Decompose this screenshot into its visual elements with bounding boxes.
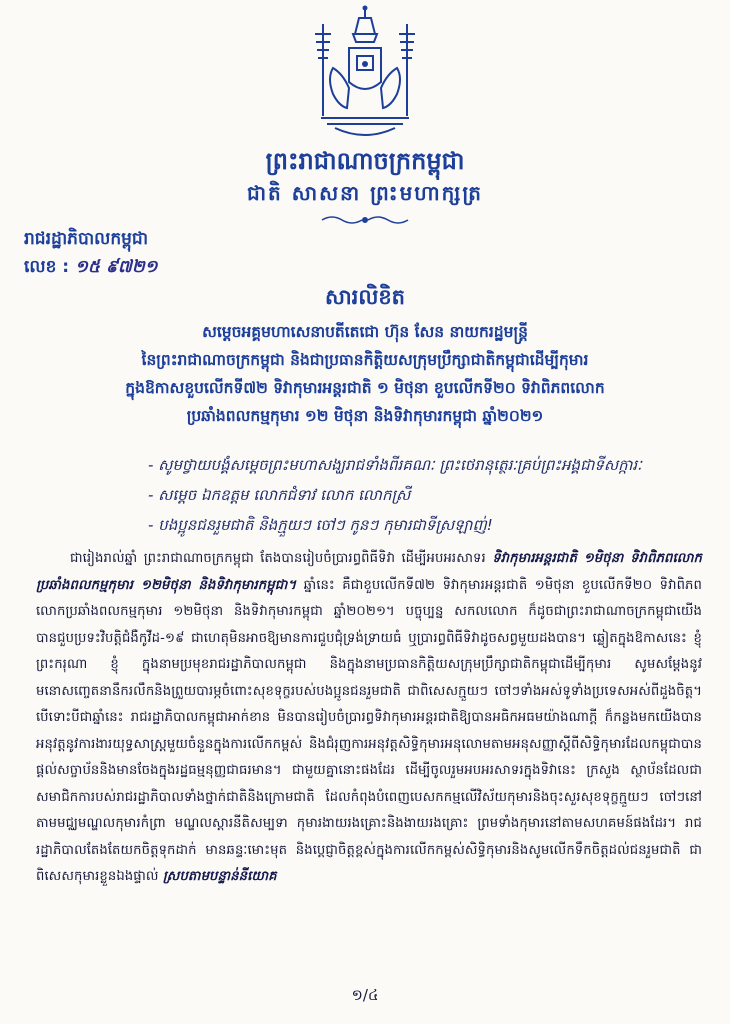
reference-number: ១៥ ៩៧២១ [75,257,158,277]
reference-label: លេខ : [24,257,70,277]
subtitle-line: ក្នុងឱកាសខួបលើកទី៧២ ទិវាកុមារអន្តរជាតិ ១ មិថុនា ខួបលើកទី២០ ទិវាពិភពលោក [125,379,605,397]
national-motto: ជាតិ សាសនា ព្រះមហាក្សត្រ [247,181,483,205]
emphasized-text: ទិវាកុមារអន្តរជាតិ ១មិថុនា ទិវាពិភពលោកប្រឆាំងពលកម្មកុមារ ១២មិថុនា និងទិវាកុមារកម្ពុជា។ [36,551,703,593]
body-text: ឆ្នាំនេះ គឺជាខួបលើកទី៧២ ទិវាកុមារអន្តរជាតិ ១មិថុនា ខួបលើកទី២០ ទិវាពិភពលោកប្រឆាំងពលកម្មកុមារ ១២មិថុនា និងទិវាកុមារកម្ពុជា ឆ្នាំ២០២១។ បច្ចុប្បន្ន សកលលោក ក៏ដូចជាព្រះរាជាណាចក្រកម្ពុជាយើង បានជួបប្រទះវិបត្តិជំងឺកូវីដ-១៩ ជាហេតុមិនអាចឱ្យមានការជួបជុំទ្រង់ទ្រាយធំ ឬប្រារព្ធពិធីទិវាដូចសព្វមួយដងបាន។ ឆ្លៀតក្នុងឱកាសនេះ ខ្ញុំព្រះករុណា ខ្ញុំ ក្នុងនាមប្រមុខរាជរដ្ឋាភិបាលកម្ពុជា និងក្នុងនាមប្រធានកិត្តិយសក្រុមប្រឹក្សាជាតិកម្ពុជាដើម្បីកុមារ សូមសម្តែងនូវមនោសញ្ចេតនានឹករលឹកនិងព្រួយបារម្ភចំពោះសុខទុក្ខរបស់បងប្អូនជនរួមជាតិ ជាពិសេសក្មួយៗ ចៅៗទាំងអស់ទូទាំងប្រទេសអស់ពីដួងចិត្ត។ បើទោះបីជាឆ្នាំនេះ រាជរដ្ឋាភិបាលកម្ពុជាអាក់ខាន មិនបានរៀបចំប្រារព្ធទិវាកុមារអន្តរជាតិឱ្យបានអធិកអធមយ៉ាងណាក្តី ក៏កន្លងមកយើងបានអនុវត្តនូវការងារយុទ្ធសាស្ត្រមួយចំនួនក្នុងការលើកកម្ពស់ និងជំរុញការអនុវត្តសិទ្ធិកុមារអនុលោមតាមអនុសញ្ញាស្តីពីសិទ្ធិកុមារដែលកម្ពុជាបានផ្តល់សច្ចាប័ននិងមានចែងក្នុងរដ្ឋធម្មនុញ្ញជាធរមាន។ ជាមួយគ្នានោះផងដែរ ដើម្បីចូលរួមអបអរសាទរក្នុងទិវានេះ ក្រសួង ស្ថាប័នដែលជាសមាជិកការបស់រាជរដ្ឋាភិបាលទាំងថ្នាក់ជាតិនិងក្រោមជាតិ ដែលកំពុងបំពេញបេសកកម្មលើវិស័យកុមារនិងចុះសួរសុខទុក្ខក្មួយៗ ចៅៗនៅតាមមជ្ឈមណ្ឌលកុមារកំព្រា មណ្ឌលស្តារនីតិសម្បទា កុមារងាយរងគ្រោះនិងងាយរងគ្រោះ ព្រមទាំងកុមារនៅតាមសហគមន៍ផងដែរ។ រាជរដ្ឋាភិបាលតែងតែយកចិត្តទុកដាក់ មានឆន្ទៈមោះមុត និងប្តេជ្ញាចិត្តខ្ពស់ក្នុងការលើកកម្ពស់សិទ្ធិកុមារនិងសូមលើកទឹកចិត្តដល់ជនរួមជាតិ ជាពិសេសកុមារខ្លួនឯងផ្ទាល់ [36,577,702,884]
greeting-line: - សម្តេច ឯកឧត្តម លោកជំទាវ លោក លោកស្រី [148,486,411,504]
page-number: ១/៤ [351,986,379,1004]
body-paragraph [36,546,702,891]
royal-coat-of-arms-icon [305,4,425,144]
emphasized-text: ស្របតាមបន្ទាន់នីយោគ [162,869,277,884]
document-title: សារលិខិត [325,285,405,309]
body-text: ជារៀងរាល់ឆ្នាំ ព្រះរាជាណាចក្រកម្ពុជា តែងបានរៀបចំប្រារព្ធពិធីទិវា ដើម្បីអបអរសាទរ [70,551,493,566]
greeting-line: - សូមថ្វាយបង្គំសម្តេចព្រះមហាសង្ឃរាជទាំងពីរគណៈ ព្រះថេរានុត្ថេរៈគ្រប់ព្រះអង្គជាទីសក្ការៈ [148,456,642,474]
document-subtitle [30,318,700,430]
subtitle-line: ប្រឆាំងពលកម្មកុមារ ១២ មិថុនា និងទិវាកុមារកម្ពុជា ឆ្នាំ២០២១ [186,407,544,425]
issuing-authority: រាជរដ្ឋាភិបាលកម្ពុជា [24,229,149,249]
subtitle-line: សម្តេចអគ្គមហាសេនាបតីតេជោ ហ៊ុន សែន នាយករដ្ឋមន្ត្រី [202,323,528,341]
ornament-divider-icon [318,214,412,226]
letter-body [36,546,702,891]
subtitle-line: នៃព្រះរាជាណាចក្រកម្ពុជា និងជាប្រធានកិត្តិយសក្រុមប្រឹក្សាជាតិកម្ពុជាដើម្បីកុមារ [141,351,589,369]
reference-number-line [24,256,158,281]
greeting-line: - បងប្អូនជនរួមជាតិ និងក្មួយៗ ចៅៗ កូនៗ កុមារជាទីស្រឡាញ់! [148,516,493,534]
kingdom-heading: ព្រះរាជាណាចក្រកម្ពុជា [265,147,465,175]
